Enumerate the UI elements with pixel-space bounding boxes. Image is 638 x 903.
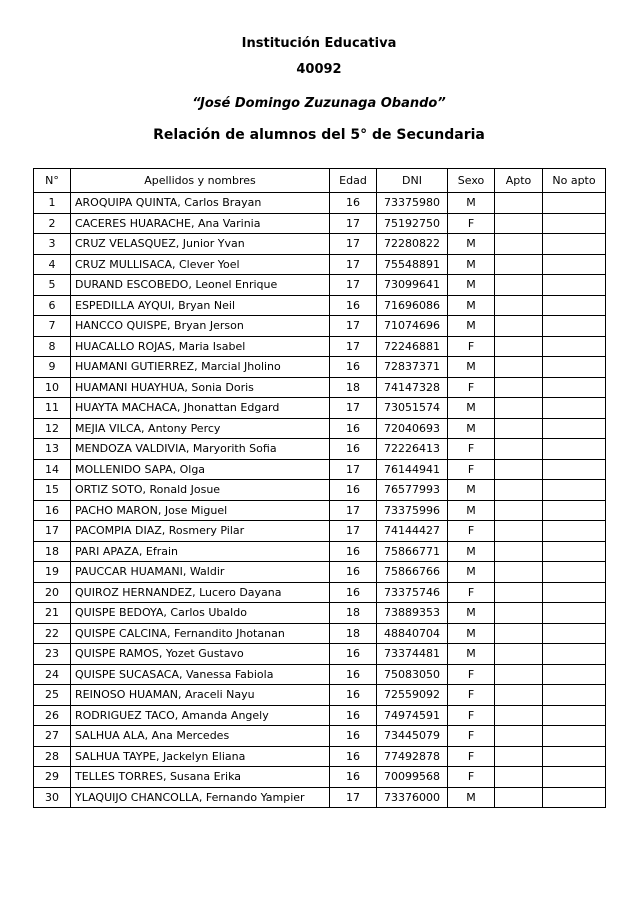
col-header-sexo: Sexo: [448, 169, 495, 193]
row-number: 26: [34, 705, 71, 726]
apto-cell: [495, 767, 543, 788]
student-dni: 73374481: [377, 644, 448, 665]
apto-cell: [495, 664, 543, 685]
row-number: 21: [34, 603, 71, 624]
student-dni: 70099568: [377, 767, 448, 788]
table-row: [34, 459, 606, 480]
table-row: [34, 398, 606, 419]
student-dni: 71696086: [377, 295, 448, 316]
table-row: [34, 500, 606, 521]
student-age: 16: [330, 767, 377, 788]
table-row: [34, 316, 606, 337]
table-row: [34, 787, 606, 808]
apto-cell: [495, 746, 543, 767]
col-header-n: N°: [34, 169, 71, 193]
student-dni: 72040693: [377, 418, 448, 439]
student-dni: 73099641: [377, 275, 448, 296]
no-apto-cell: [543, 439, 606, 460]
no-apto-cell: [543, 623, 606, 644]
student-sex: F: [448, 377, 495, 398]
student-sex: F: [448, 439, 495, 460]
no-apto-cell: [543, 582, 606, 603]
no-apto-cell: [543, 562, 606, 583]
student-age: 17: [330, 336, 377, 357]
no-apto-cell: [543, 521, 606, 542]
row-number: 8: [34, 336, 71, 357]
no-apto-cell: [543, 295, 606, 316]
student-name: REINOSO HUAMAN, Araceli Nayu: [71, 685, 330, 706]
student-sex: M: [448, 500, 495, 521]
col-header-no-apto: No apto: [543, 169, 606, 193]
table-row: [34, 357, 606, 378]
student-dni: 73375746: [377, 582, 448, 603]
student-age: 16: [330, 295, 377, 316]
student-sex: F: [448, 664, 495, 685]
no-apto-cell: [543, 193, 606, 214]
table-row: [34, 480, 606, 501]
apto-cell: [495, 336, 543, 357]
student-dni: 73375996: [377, 500, 448, 521]
student-sex: M: [448, 254, 495, 275]
student-age: 16: [330, 644, 377, 665]
apto-cell: [495, 357, 543, 378]
apto-cell: [495, 398, 543, 419]
row-number: 22: [34, 623, 71, 644]
table-row: [34, 664, 606, 685]
apto-cell: [495, 295, 543, 316]
apto-cell: [495, 787, 543, 808]
student-age: 16: [330, 664, 377, 685]
student-age: 16: [330, 746, 377, 767]
student-dni: 73376000: [377, 787, 448, 808]
row-number: 10: [34, 377, 71, 398]
no-apto-cell: [543, 316, 606, 337]
student-name: PACOMPIA DIAZ, Rosmery Pilar: [71, 521, 330, 542]
student-name: SALHUA TAYPE, Jackelyn Eliana: [71, 746, 330, 767]
student-age: 16: [330, 685, 377, 706]
apto-cell: [495, 459, 543, 480]
table-row: [34, 336, 606, 357]
table-row: [34, 562, 606, 583]
apto-cell: [495, 480, 543, 501]
apto-cell: [495, 418, 543, 439]
table-row: [34, 418, 606, 439]
row-number: 5: [34, 275, 71, 296]
table-row: [34, 234, 606, 255]
student-sex: M: [448, 418, 495, 439]
student-age: 16: [330, 726, 377, 747]
student-name: SALHUA ALA, Ana Mercedes: [71, 726, 330, 747]
apto-cell: [495, 316, 543, 337]
row-number: 18: [34, 541, 71, 562]
student-sex: F: [448, 705, 495, 726]
student-age: 16: [330, 418, 377, 439]
table-row: [34, 685, 606, 706]
student-sex: M: [448, 644, 495, 665]
student-sex: F: [448, 685, 495, 706]
institution-number: 40092: [296, 62, 342, 77]
no-apto-cell: [543, 500, 606, 521]
apto-cell: [495, 213, 543, 234]
student-table: [33, 168, 606, 808]
student-dni: 76144941: [377, 459, 448, 480]
student-sex: F: [448, 336, 495, 357]
student-name: PAUCCAR HUAMANI, Waldir: [71, 562, 330, 583]
table-row: [34, 295, 606, 316]
no-apto-cell: [543, 644, 606, 665]
student-age: 16: [330, 439, 377, 460]
no-apto-cell: [543, 480, 606, 501]
student-name: ORTIZ SOTO, Ronald Josue: [71, 480, 330, 501]
no-apto-cell: [543, 787, 606, 808]
student-age: 17: [330, 275, 377, 296]
apto-cell: [495, 500, 543, 521]
student-age: 18: [330, 623, 377, 644]
student-dni: 72226413: [377, 439, 448, 460]
student-name: HUAMANI HUAYHUA, Sonia Doris: [71, 377, 330, 398]
student-dni: 73445079: [377, 726, 448, 747]
apto-cell: [495, 275, 543, 296]
student-name: DURAND ESCOBEDO, Leonel Enrique: [71, 275, 330, 296]
student-name: RODRIGUEZ TACO, Amanda Angely: [71, 705, 330, 726]
row-number: 6: [34, 295, 71, 316]
row-number: 4: [34, 254, 71, 275]
student-sex: M: [448, 623, 495, 644]
student-sex: F: [448, 582, 495, 603]
student-dni: 77492878: [377, 746, 448, 767]
student-name: HUAYTA MACHACA, Jhonattan Edgard: [71, 398, 330, 419]
col-header-edad: Edad: [330, 169, 377, 193]
student-age: 17: [330, 521, 377, 542]
table-row: [34, 439, 606, 460]
student-dni: 74144427: [377, 521, 448, 542]
table-row: [34, 275, 606, 296]
no-apto-cell: [543, 541, 606, 562]
student-name: PARI APAZA, Efrain: [71, 541, 330, 562]
row-number: 13: [34, 439, 71, 460]
apto-cell: [495, 254, 543, 275]
institution-title: Institución Educativa: [241, 36, 397, 51]
student-sex: F: [448, 767, 495, 788]
no-apto-cell: [543, 213, 606, 234]
student-name: AROQUIPA QUINTA, Carlos Brayan: [71, 193, 330, 214]
student-name: QUISPE CALCINA, Fernandito Jhotanan: [71, 623, 330, 644]
table-body: [34, 193, 606, 808]
table-row: [34, 767, 606, 788]
table-row: [34, 254, 606, 275]
student-age: 17: [330, 213, 377, 234]
student-name: PACHO MARON, Jose Miguel: [71, 500, 330, 521]
col-header-apto: Apto: [495, 169, 543, 193]
student-sex: M: [448, 357, 495, 378]
student-dni: 75548891: [377, 254, 448, 275]
table-row: [34, 623, 606, 644]
col-header-dni: DNI: [377, 169, 448, 193]
student-age: 16: [330, 480, 377, 501]
no-apto-cell: [543, 336, 606, 357]
student-age: 17: [330, 500, 377, 521]
student-sex: M: [448, 562, 495, 583]
student-dni: 72280822: [377, 234, 448, 255]
student-age: 16: [330, 357, 377, 378]
student-sex: M: [448, 275, 495, 296]
document-title: Relación de alumnos del 5° de Secundaria: [153, 127, 485, 143]
row-number: 16: [34, 500, 71, 521]
student-age: 17: [330, 254, 377, 275]
student-dni: 72559092: [377, 685, 448, 706]
no-apto-cell: [543, 603, 606, 624]
no-apto-cell: [543, 685, 606, 706]
student-sex: F: [448, 521, 495, 542]
apto-cell: [495, 705, 543, 726]
row-number: 7: [34, 316, 71, 337]
row-number: 12: [34, 418, 71, 439]
student-dni: 72837371: [377, 357, 448, 378]
student-dni: 76577993: [377, 480, 448, 501]
no-apto-cell: [543, 357, 606, 378]
student-age: 16: [330, 541, 377, 562]
student-sex: M: [448, 603, 495, 624]
apto-cell: [495, 439, 543, 460]
row-number: 11: [34, 398, 71, 419]
student-age: 17: [330, 787, 377, 808]
student-sex: M: [448, 541, 495, 562]
table-row: [34, 603, 606, 624]
student-name: TELLES TORRES, Susana Erika: [71, 767, 330, 788]
col-header-name: Apellidos y nombres: [71, 169, 330, 193]
student-sex: M: [448, 295, 495, 316]
student-age: 16: [330, 562, 377, 583]
no-apto-cell: [543, 254, 606, 275]
student-dni: 74147328: [377, 377, 448, 398]
institution-name: “José Domingo Zuzunaga Obando”: [192, 96, 446, 111]
no-apto-cell: [543, 275, 606, 296]
student-name: HANCCO QUISPE, Bryan Jerson: [71, 316, 330, 337]
no-apto-cell: [543, 459, 606, 480]
student-dni: 73889353: [377, 603, 448, 624]
row-number: 14: [34, 459, 71, 480]
student-age: 16: [330, 582, 377, 603]
student-name: YLAQUIJO CHANCOLLA, Fernando Yampier: [71, 787, 330, 808]
table-row: [34, 521, 606, 542]
row-number: 27: [34, 726, 71, 747]
table-row: [34, 705, 606, 726]
student-dni: 75866766: [377, 562, 448, 583]
table-row: [34, 582, 606, 603]
table-row: [34, 541, 606, 562]
student-dni: 48840704: [377, 623, 448, 644]
student-sex: M: [448, 234, 495, 255]
table-row: [34, 746, 606, 767]
apto-cell: [495, 521, 543, 542]
row-number: 3: [34, 234, 71, 255]
student-name: CACERES HUARACHE, Ana Varinia: [71, 213, 330, 234]
row-number: 29: [34, 767, 71, 788]
student-sex: M: [448, 398, 495, 419]
apto-cell: [495, 726, 543, 747]
student-name: CRUZ MULLISACA, Clever Yoel: [71, 254, 330, 275]
table-row: [34, 193, 606, 214]
student-name: QUISPE SUCASACA, Vanessa Fabiola: [71, 664, 330, 685]
student-name: QUISPE RAMOS, Yozet Gustavo: [71, 644, 330, 665]
row-number: 20: [34, 582, 71, 603]
apto-cell: [495, 644, 543, 665]
student-name: HUACALLO ROJAS, Maria Isabel: [71, 336, 330, 357]
row-number: 2: [34, 213, 71, 234]
student-age: 16: [330, 705, 377, 726]
apto-cell: [495, 377, 543, 398]
student-sex: F: [448, 213, 495, 234]
no-apto-cell: [543, 726, 606, 747]
student-age: 16: [330, 193, 377, 214]
student-sex: F: [448, 726, 495, 747]
row-number: 15: [34, 480, 71, 501]
apto-cell: [495, 685, 543, 706]
student-dni: 74974591: [377, 705, 448, 726]
student-age: 18: [330, 377, 377, 398]
row-number: 17: [34, 521, 71, 542]
student-sex: M: [448, 193, 495, 214]
apto-cell: [495, 234, 543, 255]
table-row: [34, 644, 606, 665]
student-name: HUAMANI GUTIERREZ, Marcial Jholino: [71, 357, 330, 378]
no-apto-cell: [543, 398, 606, 419]
apto-cell: [495, 623, 543, 644]
no-apto-cell: [543, 746, 606, 767]
table-row: [34, 213, 606, 234]
student-dni: 73051574: [377, 398, 448, 419]
table-row: [34, 377, 606, 398]
no-apto-cell: [543, 767, 606, 788]
no-apto-cell: [543, 664, 606, 685]
student-sex: M: [448, 480, 495, 501]
student-sex: M: [448, 787, 495, 808]
student-dni: 72246881: [377, 336, 448, 357]
student-dni: 75866771: [377, 541, 448, 562]
student-dni: 71074696: [377, 316, 448, 337]
row-number: 1: [34, 193, 71, 214]
student-name: ESPEDILLA AYQUI, Bryan Neil: [71, 295, 330, 316]
student-age: 17: [330, 459, 377, 480]
apto-cell: [495, 582, 543, 603]
student-name: MEJIA VILCA, Antony Percy: [71, 418, 330, 439]
student-dni: 73375980: [377, 193, 448, 214]
student-age: 17: [330, 316, 377, 337]
table-header-row: [34, 169, 606, 193]
row-number: 24: [34, 664, 71, 685]
student-dni: 75083050: [377, 664, 448, 685]
table-row: [34, 726, 606, 747]
student-dni: 75192750: [377, 213, 448, 234]
student-sex: F: [448, 459, 495, 480]
row-number: 25: [34, 685, 71, 706]
row-number: 9: [34, 357, 71, 378]
row-number: 23: [34, 644, 71, 665]
student-name: MOLLENIDO SAPA, Olga: [71, 459, 330, 480]
no-apto-cell: [543, 705, 606, 726]
student-name: MENDOZA VALDIVIA, Maryorith Sofia: [71, 439, 330, 460]
student-age: 17: [330, 398, 377, 419]
row-number: 19: [34, 562, 71, 583]
no-apto-cell: [543, 418, 606, 439]
apto-cell: [495, 541, 543, 562]
student-age: 17: [330, 234, 377, 255]
apto-cell: [495, 562, 543, 583]
student-sex: F: [448, 746, 495, 767]
row-number: 30: [34, 787, 71, 808]
student-name: CRUZ VELASQUEZ, Junior Yvan: [71, 234, 330, 255]
student-age: 18: [330, 603, 377, 624]
student-sex: M: [448, 316, 495, 337]
apto-cell: [495, 193, 543, 214]
student-name: QUIROZ HERNANDEZ, Lucero Dayana: [71, 582, 330, 603]
apto-cell: [495, 603, 543, 624]
row-number: 28: [34, 746, 71, 767]
no-apto-cell: [543, 234, 606, 255]
no-apto-cell: [543, 377, 606, 398]
student-name: QUISPE BEDOYA, Carlos Ubaldo: [71, 603, 330, 624]
